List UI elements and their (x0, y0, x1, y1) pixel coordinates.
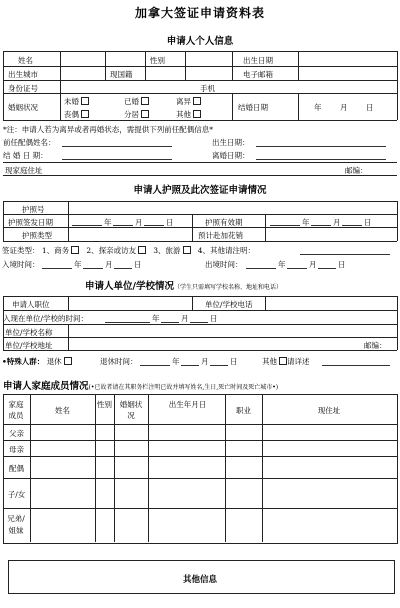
header-marital: 婚姻状况 (119, 400, 143, 420)
year-unit: 年 (152, 314, 160, 323)
year-unit: 年 (302, 218, 310, 227)
passport-type-label: 护照类型 (22, 231, 52, 240)
page-title: 加拿大签证申请资料表 (134, 6, 265, 20)
birth-city-label: 出生城市 (8, 70, 38, 79)
retired-option[interactable]: 退休 (46, 357, 62, 366)
position-label: 申请人职位 (12, 300, 50, 309)
row-mother: 母亲 (9, 445, 24, 454)
home-postcode-label: 邮编： (345, 166, 368, 175)
gender-label: 性别 (150, 56, 165, 65)
header-occupation: 职业 (236, 406, 251, 415)
row-father: 父亲 (9, 429, 24, 438)
checkbox[interactable] (81, 110, 89, 118)
expected-cost-label: 预计赴加花销 (198, 231, 243, 240)
opt-widowed[interactable]: 丧偶 (64, 109, 89, 120)
row-siblings: 兄弟/姐妹 (7, 514, 25, 535)
opt-separated[interactable]: 分居 (124, 109, 149, 120)
checkbox[interactable] (183, 246, 191, 254)
visa-opt-other[interactable]: 4、其他请注明： (197, 246, 255, 255)
work-phone-label: 单位/学校电话 (205, 300, 253, 309)
mobile-label: 手机 (200, 84, 215, 93)
checkbox[interactable] (138, 246, 146, 254)
home-address-label: 现家庭住址 (5, 166, 43, 175)
year-unit: 年 (278, 260, 286, 269)
year-unit: 年 (74, 260, 82, 269)
passport-no-label: 护照号 (22, 205, 45, 214)
id-label: 身份证号 (8, 84, 38, 93)
opt-other[interactable]: 其他 (176, 109, 201, 120)
header-address: 现住址 (317, 406, 341, 415)
year-unit: 年 (314, 103, 322, 112)
family-section-title: 申请人家庭成员情况 (3, 381, 89, 392)
work-address-label: 单位/学校地址 (5, 341, 53, 350)
visa-opt-family[interactable]: 2、探亲或访友 (86, 246, 137, 255)
opt-unmarried[interactable]: 未婚 (64, 96, 89, 107)
checkbox[interactable] (193, 97, 201, 105)
personal-section-title: 申请人个人信息 (166, 36, 234, 47)
month-unit: 月 (181, 314, 189, 323)
month-unit: 月 (201, 357, 209, 366)
day-unit: 日 (210, 314, 218, 323)
header-name: 姓名 (55, 406, 70, 415)
day-unit: 日 (134, 260, 142, 269)
month-unit: 月 (340, 103, 348, 112)
other-option[interactable]: 其他 请详述 (262, 357, 310, 366)
header-family-member: 家庭成员 (8, 400, 24, 420)
ex-spouse-name-label: 前任配偶姓名： (3, 138, 56, 147)
issue-date-label: 护照签发日期 (8, 218, 53, 227)
work-since-label: 入现在单位/学校的时间： (3, 314, 89, 323)
work-name-label: 单位/学校名称 (5, 328, 53, 337)
day-unit: 日 (230, 357, 238, 366)
month-unit: 月 (105, 260, 113, 269)
work-section-note: （学生只需填写学校名称、地址和电话） (173, 284, 282, 291)
passport-section-title: 申请人护照及此次签证申请情况 (133, 185, 267, 196)
dob-label: 出生日期 (243, 56, 273, 65)
month-unit: 月 (309, 260, 317, 269)
marriage-date-label: 结婚日期 (238, 103, 268, 112)
marital-label: 婚姻状况 (8, 103, 38, 112)
expiry-date-label: 护照有效期 (205, 218, 243, 227)
email-label: 电子邮箱 (243, 70, 273, 79)
special-group-label: •特殊人群： (2, 357, 45, 366)
year-unit: 年 (172, 357, 180, 366)
visa-type-row (2, 245, 255, 256)
visa-opt-tourism[interactable]: 3、旅游 (153, 246, 181, 255)
year-unit: 年 (104, 218, 112, 227)
work-section-heading (85, 278, 282, 292)
family-table (3, 394, 398, 544)
name-label: 姓名 (18, 56, 33, 65)
month-unit: 月 (333, 218, 341, 227)
checkbox[interactable] (141, 110, 149, 118)
exit-time-label: 出境时间： (205, 260, 243, 269)
divorce-note: *注：申请人若为离异或者再婚状态，需提供下列前任配偶信息* (3, 125, 213, 134)
other-section-title: 其他信息 (182, 575, 217, 585)
row-spouse: 配偶 (9, 464, 24, 473)
ex-birth-date-label: 出生日期： (212, 138, 250, 147)
day-unit: 日 (366, 103, 374, 112)
family-section-heading (3, 378, 278, 392)
checkbox[interactable] (193, 110, 201, 118)
special-group-row (2, 356, 72, 367)
entry-time-label: 入境时间： (2, 260, 40, 269)
day-unit: 日 (338, 260, 346, 269)
header-gender: 性别 (97, 400, 112, 409)
visa-type-label: 签证类型： (2, 246, 40, 255)
opt-married[interactable]: 已婚 (124, 96, 149, 107)
header-dob: 出生年月日 (168, 400, 207, 409)
checkbox[interactable] (141, 97, 149, 105)
opt-divorced[interactable]: 离异 (176, 96, 201, 107)
day-unit: 日 (166, 218, 174, 227)
family-section-note: (•已故者请在其职务栏注明已故并填写姓名,生日,死亡时间及死亡城市•) (88, 384, 279, 391)
nationality-label: 现国籍 (110, 70, 133, 79)
visa-opt-business[interactable]: 1、商务 (41, 246, 70, 255)
work-section-title: 申请人单位/学校情况 (85, 281, 174, 292)
checkbox[interactable] (279, 357, 287, 365)
month-unit: 月 (135, 218, 143, 227)
checkbox[interactable] (81, 97, 89, 105)
checkbox[interactable] (71, 246, 79, 254)
divorced-date-label: 离婚日期： (212, 151, 250, 160)
row-children: 子/女 (7, 490, 26, 499)
day-unit: 日 (364, 218, 372, 227)
work-postcode-label: 邮编： (364, 341, 387, 350)
married-date-label: 结 婚 日 期： (3, 151, 48, 160)
retire-time-label: 退休时间： (100, 357, 138, 366)
checkbox[interactable] (64, 357, 72, 365)
